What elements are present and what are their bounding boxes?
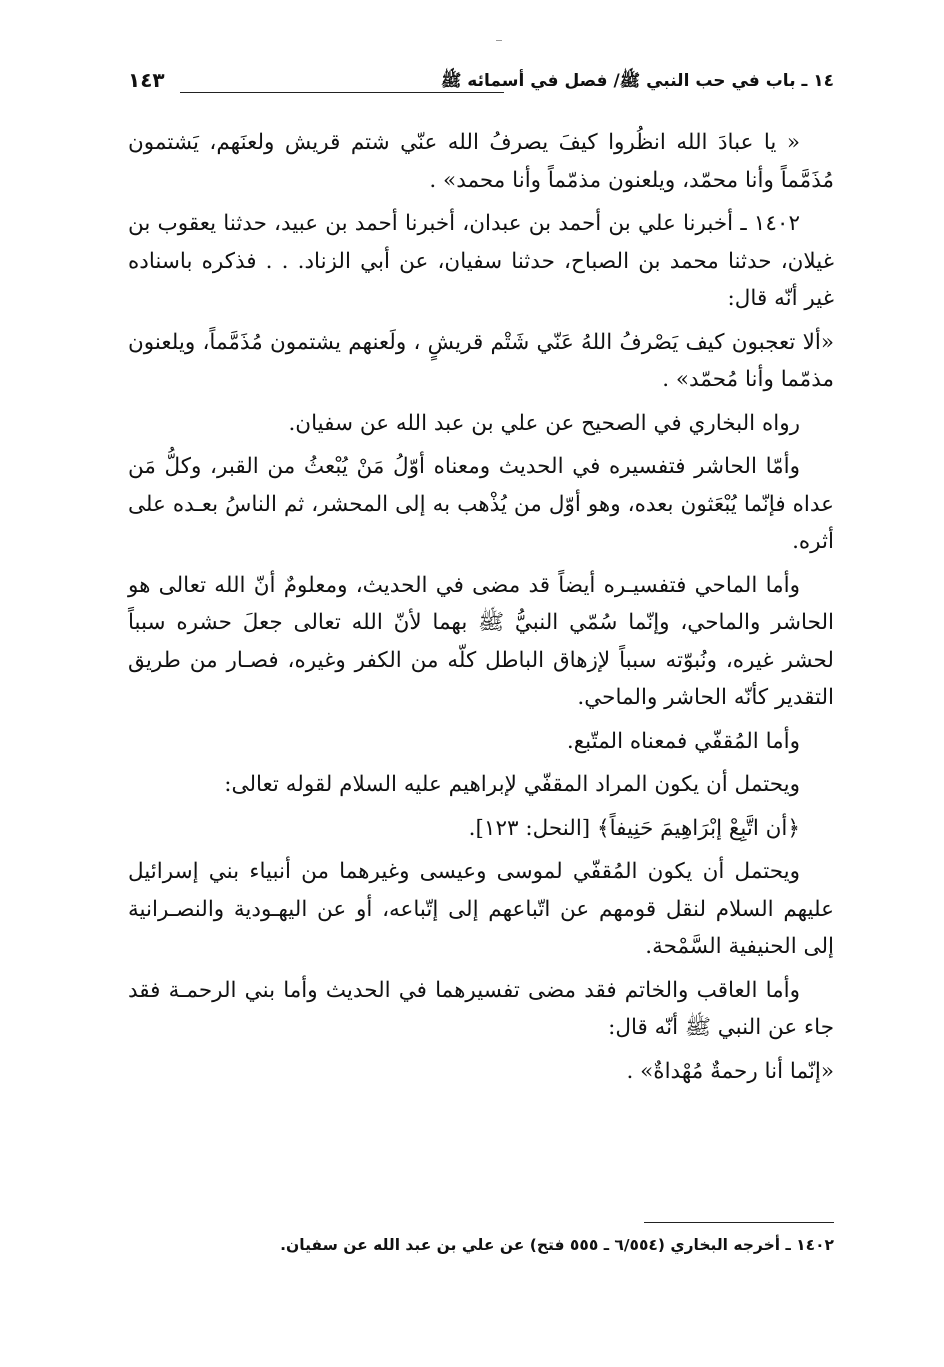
- commentary-paragraph: وأما العاقب والخاتم فقد مضى تفسيرهما في الحديث وأما بني الرحمـة فقد جاء عن النبي ﷺ أنّه قال:: [128, 977, 834, 1040]
- commentary-paragraph: ويحتمل أن يكون المُقفّي لموسى وعيسى وغيرهما من أنبياء بني إسرائيل عليهم السلام لنقل قومهم عن اتّباعهم إلى إتّباعه، أو عن اليهـودية والنصـرانية إلى الحنيفية السَّمْحة.: [128, 859, 834, 959]
- running-header: [128, 66, 834, 106]
- commentary-paragraph: وأما المُقفّي فمعناه المتّبع.: [566, 728, 800, 754]
- isnad-paragraph: ١٤٠٢ ـ أخبرنا علي بن أحمد بن عبدان، أخبرنا أحمد بن عبيد، حدثنا يعقوب بن غيلان، حدثنا محمد بن الصباح، حدثنا سفيان، عن أبي الزناد. . . فذكره باسناده غير أنّه قال:: [128, 211, 834, 311]
- hadith-text-paragraph: «ألا تعجبون كيف يَصْرفُ اللهُ عَنّي شَتْم قريشٍ ، ولَعنهم يشتمون مُذَمَّماً، ويلعنون مذمّما وأنا مُحمّد» .: [128, 329, 834, 392]
- chapter-title: ١٤ ـ باب في حب النبي ﷺ/ فصل في أسمائه ﷺ: [440, 71, 834, 91]
- quran-verse-paragraph: ﴿أن اتَّبِعْ إبْرَاهِيمَ حَنِيفاً﴾ [النحل: ١٢٣].: [468, 815, 800, 841]
- header-rule: [180, 92, 504, 93]
- footnote: ١٤٠٢ ـ أخرجه البخاري (٦/٥٥٤ ـ ٥٥٥ فتح) عن علي بن عبد الله عن سفيان.: [280, 1236, 834, 1254]
- commentary-paragraph: ويحتمل أن يكون المراد المقفّي لإبراهيم عليه السلام لقوله تعالى:: [224, 772, 800, 797]
- hadith-text-paragraph: « يا عبادَ الله انظُروا كيفَ يصرفُ الله عنّي شتم قريش ولعنَهم، يَشتمون مُذَمَّماً وأنا محمّد، ويلعنون مذمّماً وأنا محمد» .: [128, 130, 834, 193]
- hadith-text-paragraph: «إنّما أنا رحمةٌ مُهْداةٌ» .: [626, 1058, 834, 1084]
- source-note-paragraph: رواه البخاري في الصحيح عن علي بن عبد الله عن سفيان.: [288, 410, 800, 436]
- main-text: [128, 124, 834, 1096]
- page-number: ١٤٣: [128, 68, 165, 92]
- scan-speck: [496, 40, 502, 41]
- footnote-rule: [644, 1222, 834, 1223]
- commentary-paragraph: وأما الماحي فتفسيـره أيضاً قد مضى في الحديث، ومعلومٌ أنّ الله تعالى هو الحاشر والماحي، وإنّما سُمّي النبيُّ ﷺ بهما لأنّ الله تعالى جعلَ حشره سبباً لحشر غيره، ونُبوّته سبباً لإزهاق الباطل كلّه من الكفر وغيره، فصـار من طريق التقدير كأنّه الحاشر والماحي.: [128, 572, 834, 710]
- commentary-paragraph: وأمّا الحاشر فتفسيره في الحديث ومعناه أوّلُ مَنْ يُبْعثُ من القبر، وكلُّ مَن عداه فإنّما يُبْعَثون بعده، وهو أوّل من يُذْهب به إلى المحشر، ثم الناسُ بعـده على أثره.: [128, 454, 834, 554]
